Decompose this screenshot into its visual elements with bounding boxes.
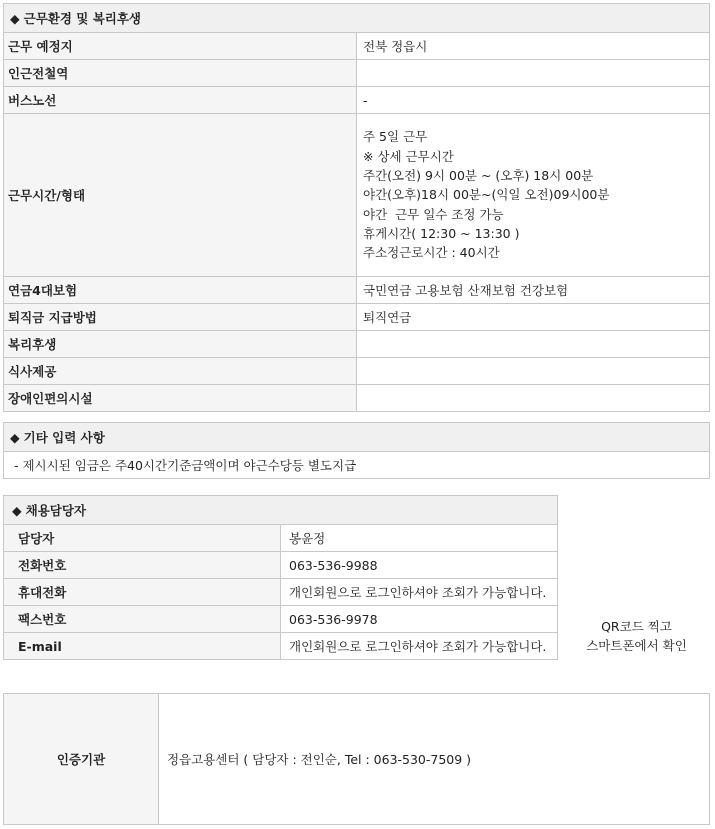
cert-label: 인증기관 <box>4 694 159 825</box>
row-value: - <box>357 87 710 114</box>
row-value: 063-536-9978 <box>281 606 558 633</box>
hours-line: 주소정근로시간 : 40시간 <box>363 245 500 261</box>
row-label: 버스노선 <box>4 87 357 114</box>
table-row <box>4 60 710 87</box>
table-row <box>4 552 558 579</box>
table-row <box>4 277 710 304</box>
recruiter-header <box>4 496 558 525</box>
table-row <box>4 87 710 114</box>
qr-caption-line: QR코드 찍고 <box>601 619 672 634</box>
row-label: 근무시간/형태 <box>4 114 357 277</box>
row-label: 휴대전화 <box>4 579 281 606</box>
table-row <box>4 358 710 385</box>
row-value: 퇴직연금 <box>357 304 710 331</box>
table-row <box>4 606 558 633</box>
row-label: 식사제공 <box>4 358 357 385</box>
row-value: 전북 정읍시 <box>357 33 710 60</box>
diamond-icon: ◆ <box>10 11 20 26</box>
other-info-title: 기타 입력 사항 <box>23 430 105 445</box>
row-label: 근무 예정지 <box>4 33 357 60</box>
qr-code-caption <box>570 617 703 655</box>
hours-line: 주 5일 근무 <box>363 129 428 145</box>
other-info-table <box>3 422 710 479</box>
recruiter-title: 채용담당자 <box>25 503 87 518</box>
table-row <box>4 525 558 552</box>
diamond-icon: ◆ <box>10 430 20 445</box>
table-row <box>4 114 710 277</box>
qr-caption-line: 스마트폰에서 확인 <box>586 638 687 653</box>
row-value <box>357 60 710 87</box>
table-row <box>4 633 558 660</box>
row-label: 연금4대보험 <box>4 277 357 304</box>
row-label: E-mail <box>4 633 281 660</box>
work-hours-details <box>357 114 710 277</box>
table-row <box>4 304 710 331</box>
table-row <box>4 385 710 412</box>
row-label: 인근전철역 <box>4 60 357 87</box>
row-label: 전화번호 <box>4 552 281 579</box>
row-value: 국민연금 고용보험 산재보험 건강보험 <box>357 277 710 304</box>
hours-line: 주간(오전) 9시 00분 ~ (오후) 18시 00분 <box>363 168 594 184</box>
other-info-header <box>4 423 710 452</box>
hours-line: ※ 상세 근무시간 <box>363 148 454 164</box>
diamond-icon: ◆ <box>12 503 22 518</box>
row-value: 개인회원으로 로그인하셔야 조회가 가능합니다. <box>281 633 558 660</box>
row-label: 복리후생 <box>4 331 357 358</box>
table-row <box>4 331 710 358</box>
hours-line: 야간(오후)18시 00분~(익일 오전)09시00분 <box>363 187 610 203</box>
table-row <box>4 579 558 606</box>
recruiter-table <box>3 495 558 660</box>
row-label: 담당자 <box>4 525 281 552</box>
row-label: 팩스번호 <box>4 606 281 633</box>
hours-line: 휴게시간( 12:30 ~ 13:30 ) <box>363 225 520 241</box>
row-label: 장애인편의시설 <box>4 385 357 412</box>
row-value: 063-536-9988 <box>281 552 558 579</box>
work-env-header <box>4 4 710 33</box>
row-value: 개인회원으로 로그인하셔야 조회가 가능합니다. <box>281 579 558 606</box>
other-info-note: - 제시시된 임금은 주40시간기준금액이며 야근수당등 별도지급 <box>4 452 710 479</box>
hours-line: 야간 근무 일수 조정 가능 <box>363 206 504 222</box>
row-value <box>357 385 710 412</box>
row-value: 봉윤정 <box>281 525 558 552</box>
row-value <box>357 358 710 385</box>
cert-value: 정읍고용센터 ( 담당자 : 전인순, Tel : 063-530-7509 ) <box>159 694 710 825</box>
certification-table <box>3 693 710 825</box>
row-value <box>357 331 710 358</box>
table-row <box>4 33 710 60</box>
work-env-title: 근무환경 및 복리후생 <box>23 11 142 26</box>
row-label: 퇴직금 지급방법 <box>4 304 357 331</box>
work-env-table <box>3 3 710 412</box>
